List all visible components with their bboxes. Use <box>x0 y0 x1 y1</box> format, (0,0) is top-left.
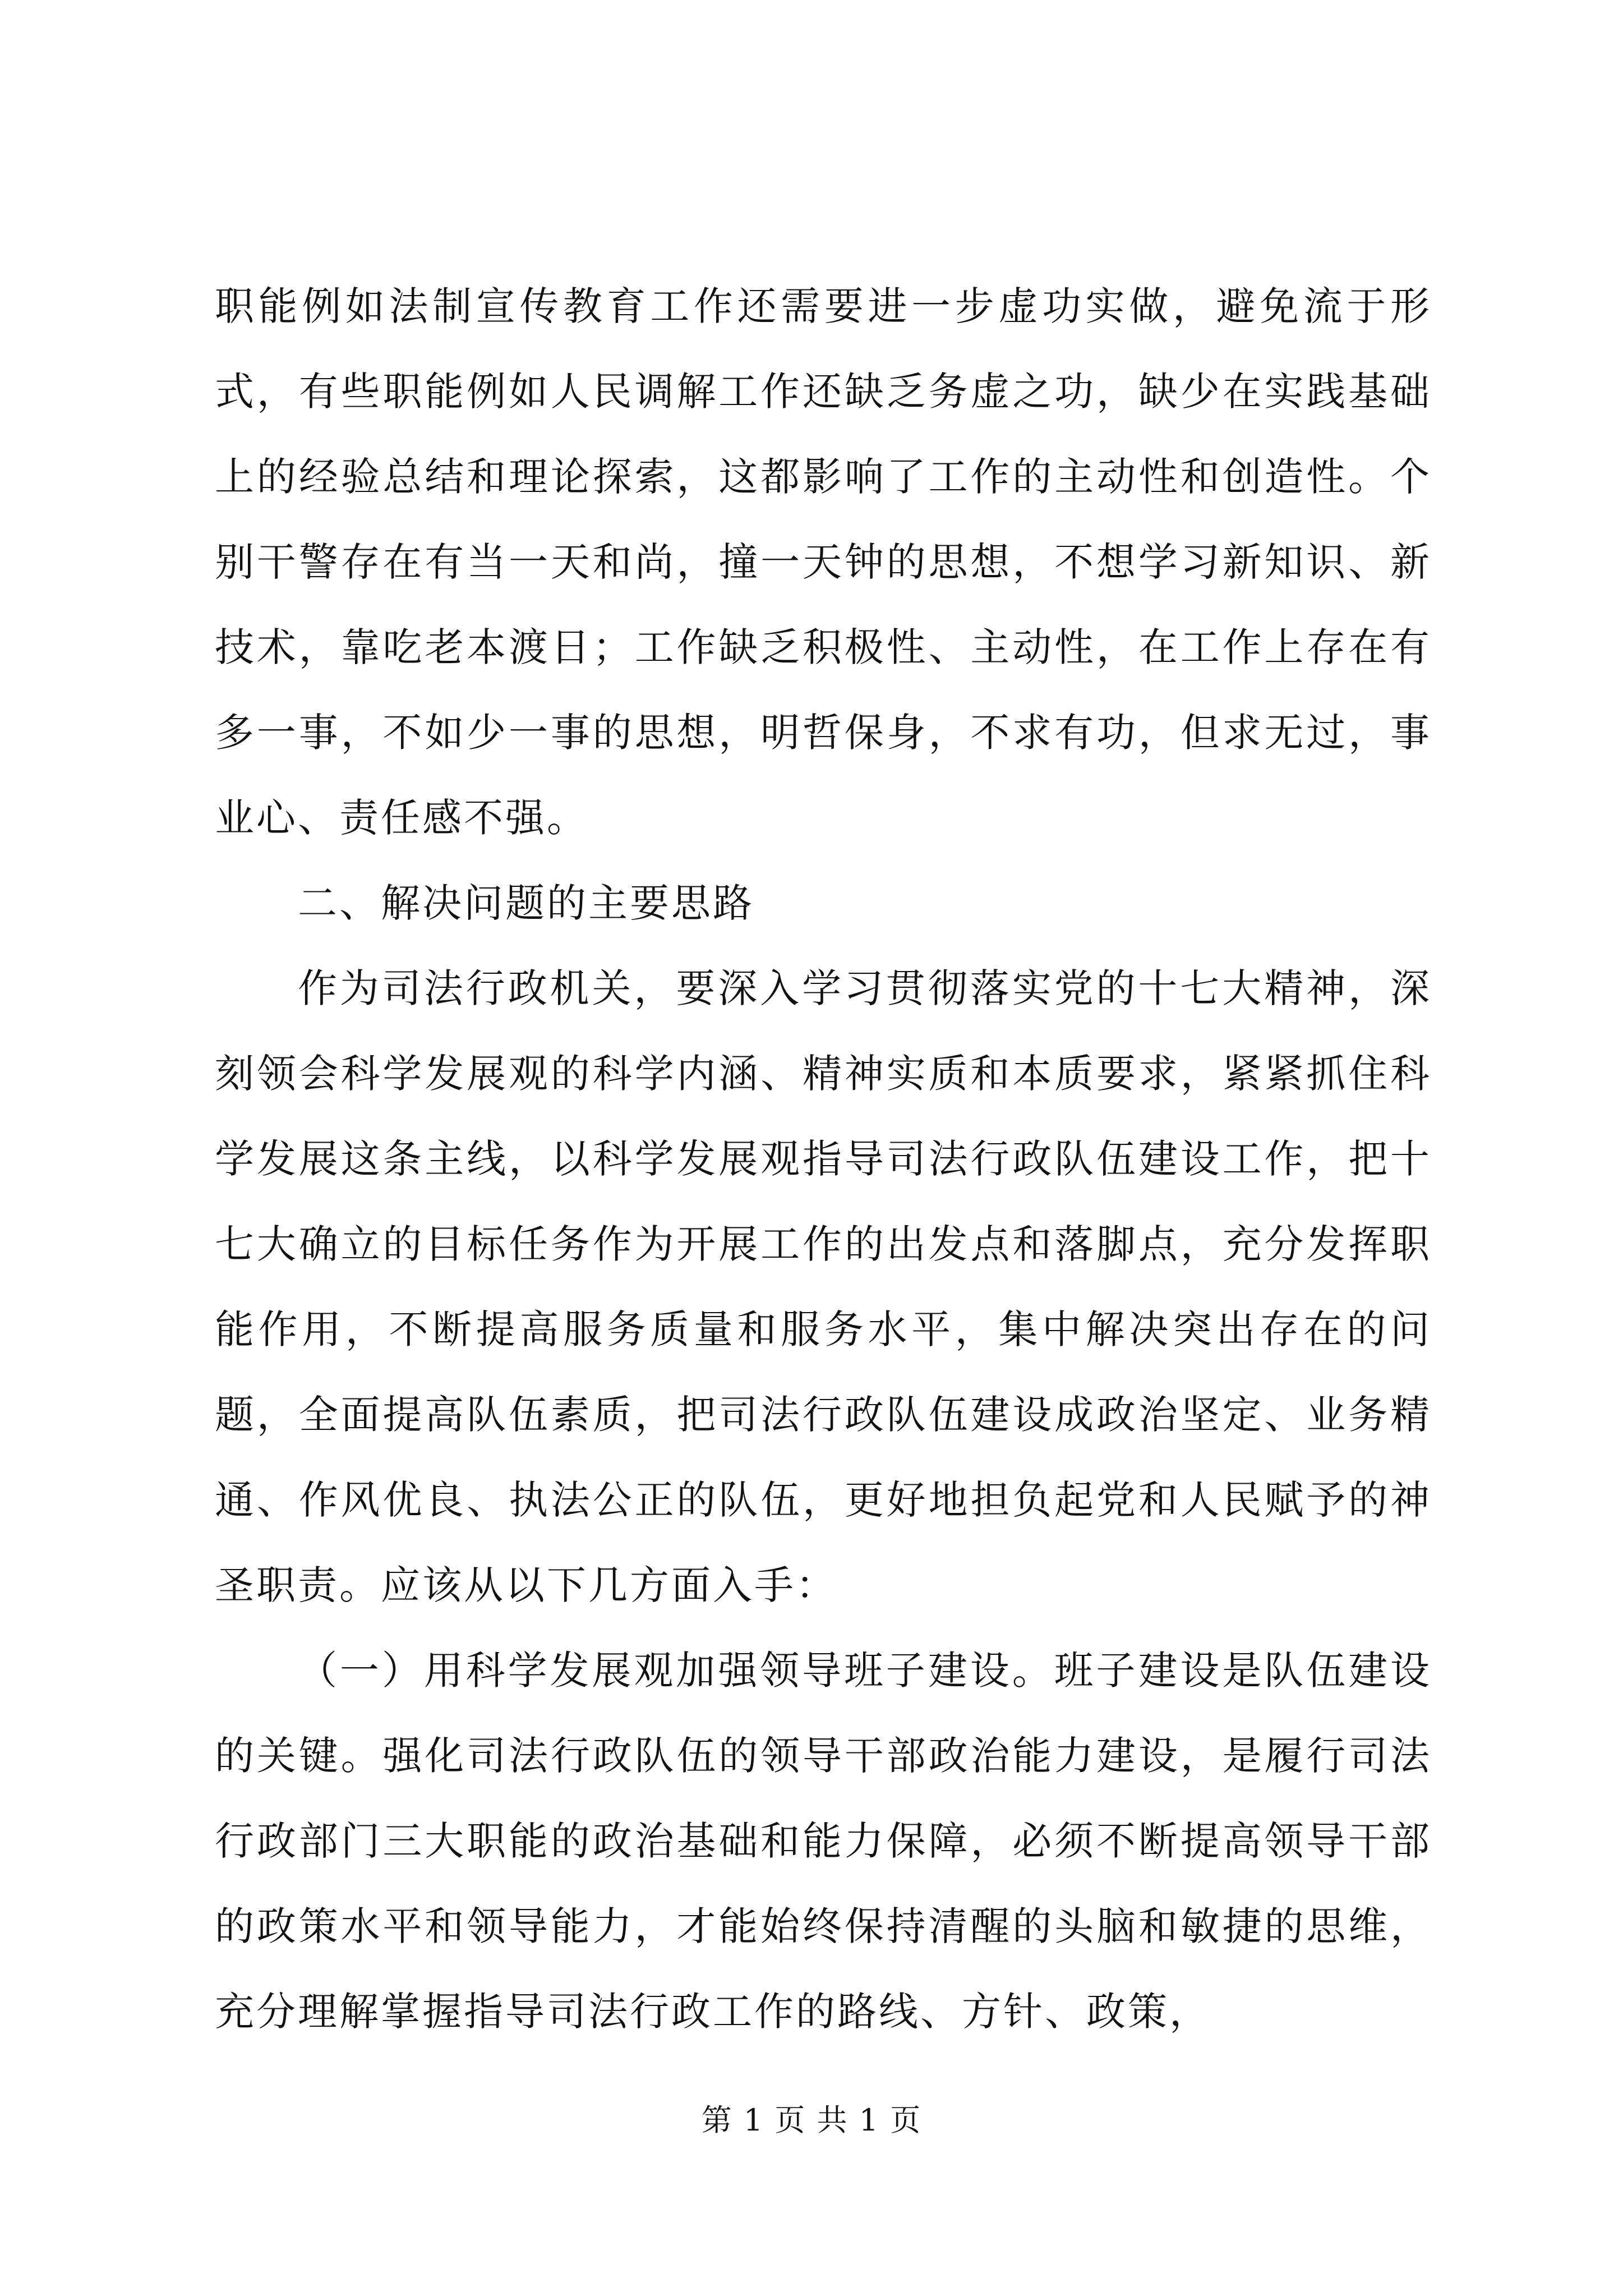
paragraph-leadership: （一）用科学发展观加强领导班子建设。班子建设是队伍建设的关键。强化司法行政队伍的领导干部政治能力建设，是履行司法行政部门三大职能的政治基础和能力保障，必须不断提高领导干部的政策水平和领导能力，才能始终保持清醒的头脑和敏捷的思维，充分理解掌握指导司法行政工作的路线、方针、政策， <box>215 1648 1432 2035</box>
paragraph-main-approach: 作为司法行政机关，要深入学习贯彻落实党的十七大精神，深刻领会科学发展观的科学内涵、精神实质和本质要求，紧紧抓住科学发展这条主线，以科学发展观指导司法行政队伍建设工作，把十七大确立的目标任务作为开展工作的出发点和落脚点，充分发挥职能作用，不断提高服务质量和服务水平，集中解决突出存在的问题，全面提高队伍素质，把司法行政队伍建设成政治坚定、业务精通、作风优良、执法公正的队伍，更好地担负起党和人民赋予的神圣职责。应该从以下几方面入手： <box>215 965 1432 1608</box>
paragraph-continuation: 职能例如法制宣传教育工作还需要进一步虚功实做，避免流于形式，有些职能例如人民调解工作还缺乏务虚之功，缺少在实践基础上的经验总结和理论探索，这都影响了工作的主动性和创造性。个别干警存在有当一天和尚，撞一天钟的思想，不想学习新知识、新技术，靠吃老本渡日；工作缺乏积极性、主动性，在工作上存在有多一事，不如少一事的思想，明哲保身，不求有功，但求无过，事业心、责任感不强。 <box>215 283 1432 841</box>
page-footer: 第 1 页 共 1 页 <box>701 2102 922 2138</box>
section-heading: 二、解决问题的主要思路 <box>298 880 754 926</box>
document-body <box>215 264 1432 2054</box>
